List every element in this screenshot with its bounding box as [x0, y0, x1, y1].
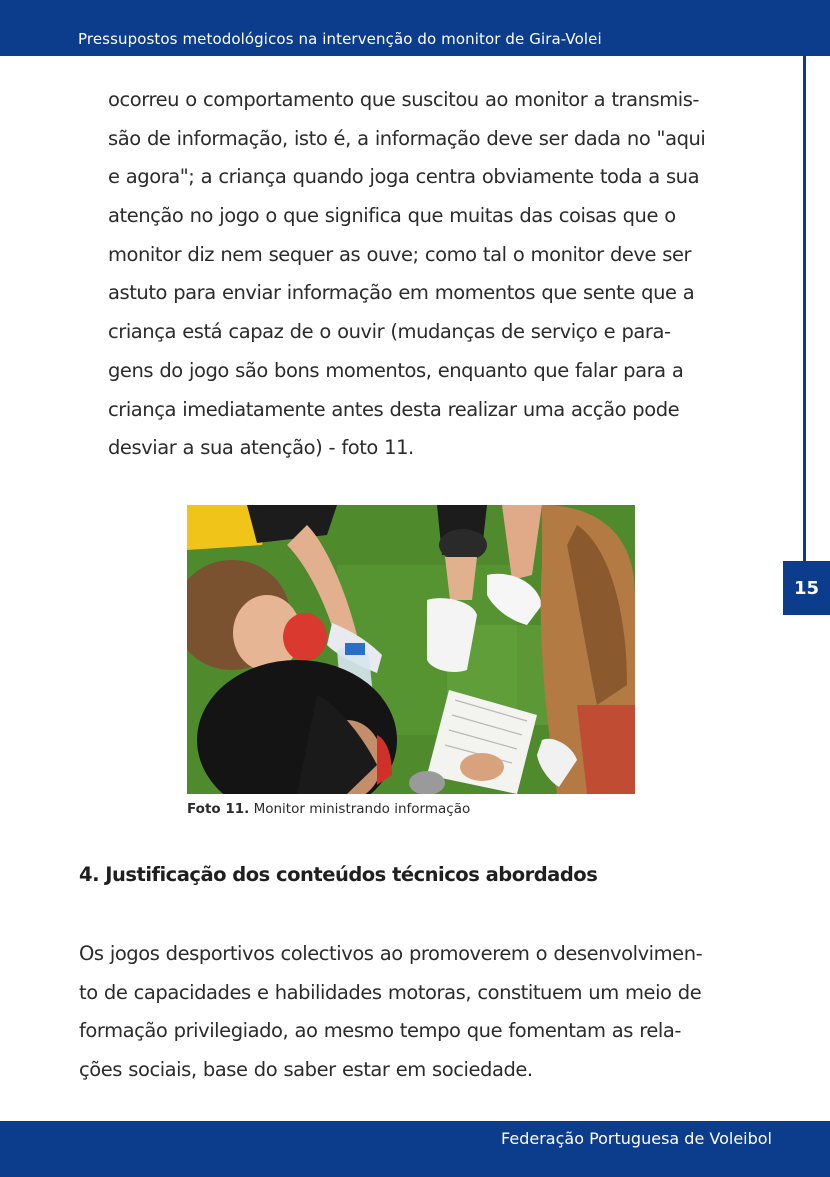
text-line: e agora"; a criança quando joga centra obviamente toda a sua — [108, 165, 700, 189]
text-line: atenção no jogo o que significa que muitas das coisas que o — [108, 204, 676, 228]
caption-label: Foto 11. — [187, 801, 250, 817]
header-title: Pressupostos metodológicos na intervenção do monitor de Gira-Volei — [78, 30, 602, 48]
text-line: gens do jogo são bons momentos, enquanto que falar para a — [108, 358, 684, 382]
text-line: monitor diz nem sequer as ouve; como tal o monitor deve ser — [108, 242, 692, 266]
text-line: criança imediatamente antes desta realizar uma acção pode — [108, 397, 680, 421]
footer-text: Federação Portuguesa de Voleibol — [501, 1129, 772, 1148]
body-paragraph-2 — [79, 935, 772, 1090]
photo-caption — [187, 801, 470, 817]
text-line: ocorreu o comportamento que suscitou ao monitor a transmis- — [108, 88, 700, 111]
text-line: desviar a sua atenção) - foto 11. — [108, 436, 414, 460]
side-rule — [803, 56, 806, 561]
photo-children-circle — [187, 505, 635, 794]
caption-text: Monitor ministrando informação — [249, 801, 471, 817]
text-line: ções sociais, base do saber estar em sociedade. — [79, 1058, 533, 1082]
text-line: to de capacidades e habilidades motoras, constituem um meio de — [79, 980, 702, 1004]
text-line: astuto para enviar informação em momentos que sente que a — [108, 281, 695, 305]
text-line: são de informação, isto é, a informação deve ser dada no "aqui — [108, 126, 706, 150]
text-line: Os jogos desportivos colectivos ao promoverem o desenvolvimen- — [79, 942, 703, 965]
text-line: criança está capaz de o ouvir (mudanças de serviço e para- — [108, 320, 671, 344]
page-number: 15 — [783, 561, 830, 615]
footer-bar — [0, 1121, 830, 1177]
photo-illustration — [187, 505, 635, 794]
text-line: formação privilegiado, ao mesmo tempo que fomentam as rela- — [79, 1019, 681, 1043]
body-paragraph-1 — [108, 81, 772, 468]
header-bar — [0, 0, 830, 56]
section-heading: 4. Justificação dos conteúdos técnicos abordados — [79, 863, 598, 886]
